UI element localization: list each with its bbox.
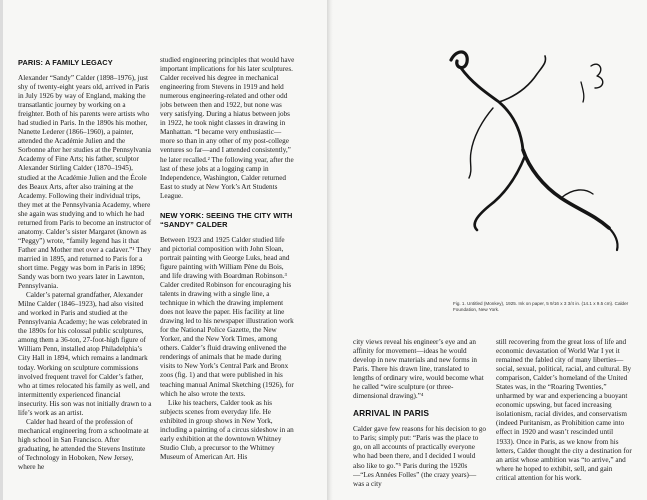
paragraph: Calder had heard of the profession of mechanical engineering from a schoolmate at high school in San Francisco. After graduating, he attended the Stevens Institute of Technology in Hoboken, New Jersey, where he: [18, 417, 149, 472]
paragraph: studied engineering principles that would have important implications for his later sculptures. Calder received his degree in mechanical engineering from Stevens in 1919 and held numerous engineering-related and other odd jobs between then and 1922, but none was very satisfying. During a hiatus between jobs in 1922, he took night classes in drawing in Manhattan. “I became very enthusiastic—more so than in any other of my post-college ventures so far—and I attended consistently,” he later recalled.² The following year, after the last of these jobs at a logging camp in Independence, Washington, Calder returned East to study at New York’s Art Students League.: [160, 56, 295, 200]
paragraph: Calder’s paternal grandfather, Alexander Milne Calder (1846–1923), had also visited and worked in Paris and studied at the Pennsylvania Academy; he was celebrated in the 1890s for his colossal public sculptures, among them a 36-ton, 27-foot-high figure of William Penn, installed atop Philadelphia’s City Hall in 1894, which remains a landmark today. Working on sculpture commissions involved frequent travel for Calder’s father, who at times relocated his family as well, and intermittently experienced financial insecurity. His son was not initially drawn to a life’s work as an artist.: [18, 291, 152, 417]
paragraph: city views reveal his engineer’s eye and an affinity for movement—ideas he would develop in new materials and new forms in Paris. There his drawn line, translated to lengths of ordinary wire, would become what he called “wire sculpture (or three-dimensional drawing).”⁴: [353, 338, 484, 401]
right-page-column-2: [496, 338, 632, 494]
page-edge: [0, 0, 3, 500]
figure-caption: Fig. 1. Untitled (Monkey), 1925. Ink on paper, 5 9/16 x 3 3/4 in. (14.1 x 9.5 cm). Calder Foundation, New York.: [453, 301, 629, 312]
paragraph: still recovering from the great loss of life and economic devastation of World War I yet it remained the fabled city of many liberties—social, sexual, political, racial, and cultural. By comparison, Calder’s homeland of the United States was, in the “Roaring Twenties,” unharmed by war and experiencing a buoyant economic upswing, but faced increasing isolationism, racial divides, and conservatism (indeed Puritanism, as Prohibition came into effect in 1920 and wasn’t rescinded until 1933). Once in Paris, as we know from his letters, Calder thought the city a destination for an artist whose ambition was “to arrive,” and where he hoped to exhibit, sell, and gain critical attention for his work.: [496, 338, 632, 482]
section-heading-paris-family: PARIS: A FAMILY LEGACY: [18, 58, 113, 67]
paragraph: Alexander “Sandy” Calder (1898–1976), just shy of twenty-eight years old, arrived in Paris in July 1926 by way of England, making the transatlantic journey by working on a freighter. Both of his parents were artists who had studied in Paris. In the 1890s his mother, Nanette Lederer (1866–1960), a painter, attended the Académie Julien and the Sorbonne after her studies at the Pennsylvania Academy of Fine Arts; his father, sculptor Alexander Stirling Calder (1870–1945), studied at the Académie Julien and the École des Beaux Arts, after also training at the Academy. Following their individual trips, they met at the Pennsylvania Academy, where she again was studying and to which he had returned from Paris to become an instructor of anatomy. Calder’s sister Margaret (known as “Peggy”) wrote, “family legend has it that Father and Mother met over a cadaver.”¹ They married in 1895, and returned to Paris for a short time. Peggy was born in Paris in 1896; Sandy was born two years later in Lawnton, Pennsylvania.: [18, 74, 152, 291]
monkey-drawing-figure: [433, 38, 633, 278]
left-page-column-1: [18, 58, 152, 494]
paragraph: Calder gave few reasons for his decision to go to Paris; simply put: “Paris was the place to go, on all accounts of practically everyone who had been there, and I decided I would also like to go.”⁵ Paris during the 1920s—“Les Années Folles” (the crazy years)—was a city: [353, 425, 486, 488]
right-page-column-1: [353, 338, 487, 494]
section-heading-arrival: ARRIVAL IN PARIS: [353, 408, 430, 419]
paragraph: Like his teachers, Calder took as his subjects scenes from everyday life. He exhibited in group shows in New York, including a painting of a circus sideshow in an early exhibition at the downtown Whitney Studio Club, a precursor to the Whitney Museum of American Art. His: [160, 398, 294, 461]
paragraph: Between 1923 and 1925 Calder studied life and pictorial composition with John Sloan, portrait painting with George Luks, head and figure painting with William Pène du Bois, and life drawing with Boardman Robinson.³ Calder credited Robinson for encouraging his talents in drawing with a single line, a technique in which the drawing implement does not leave the paper. His facility at line drawing led to his newspaper illustration work for the National Police Gazette, the New Yorker, and the New York Times, among others. Calder’s fluid drawing enlivened the renderings of animals that he made during visits to New York’s Central Park and Bronx zoos (fig. 1) and that were published in his teaching manual Animal Sketching (1926), for which he also wrote the texts.: [160, 235, 294, 398]
section-heading-new-york: NEW YORK: SEEING THE CITY WITH “SANDY” CALDER: [160, 210, 293, 229]
left-page-column-2: [160, 56, 295, 494]
gutter: [327, 0, 333, 500]
